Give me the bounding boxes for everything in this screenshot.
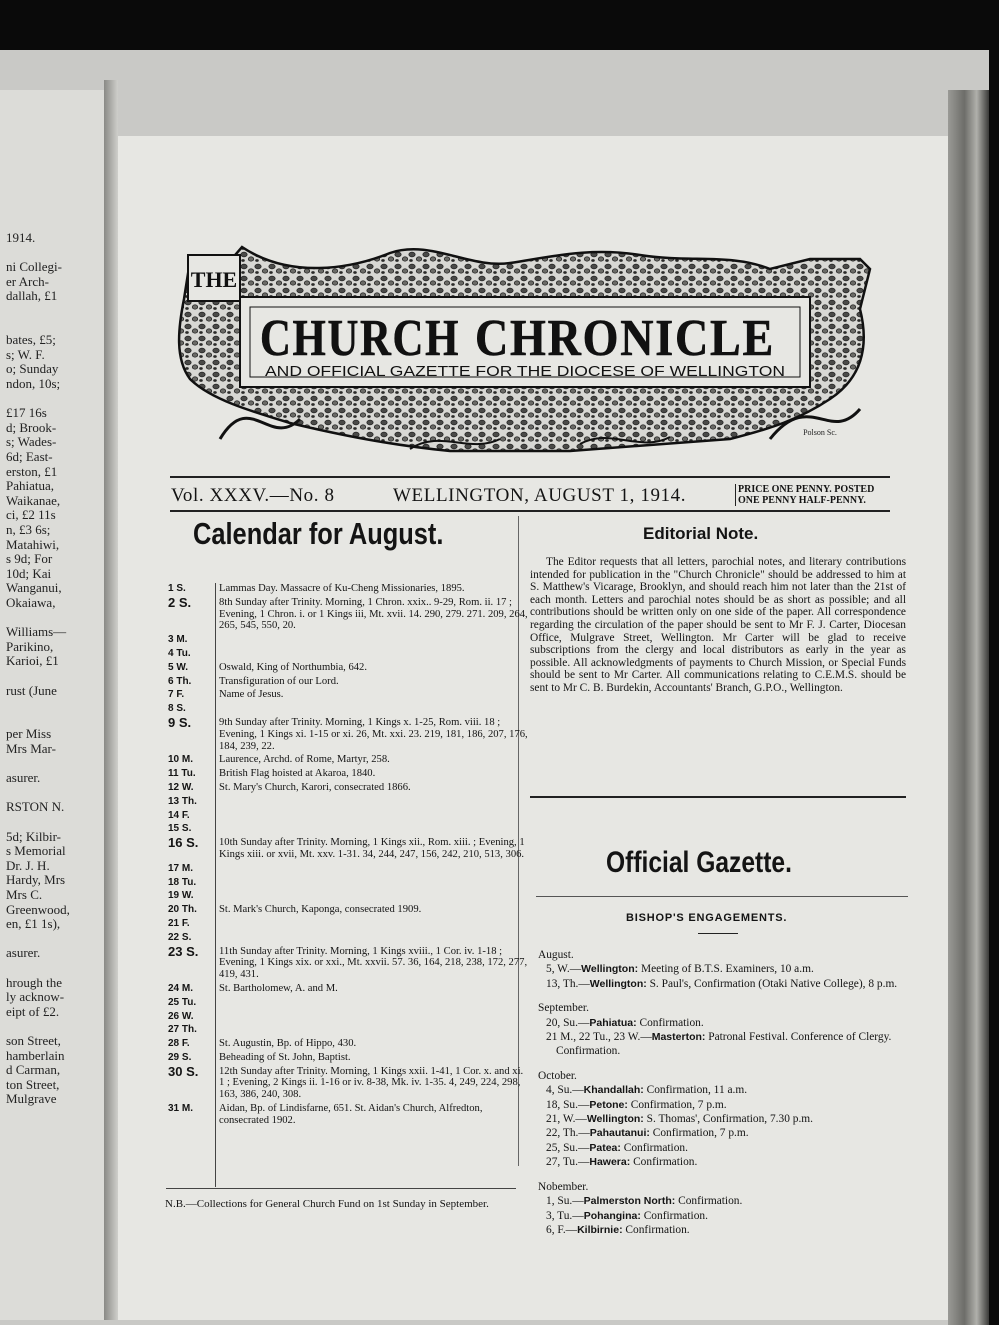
left-page-line: son Street,	[6, 1033, 61, 1048]
engagement-month: Nobember.	[538, 1180, 589, 1193]
masthead-subtitle: AND OFFICIAL GAZETTE FOR THE DIOCESE OF WELLINGTON	[265, 363, 785, 380]
calendar-entry	[213, 823, 530, 835]
left-page-line: d Carman,	[6, 1062, 61, 1078]
engagement-detail: Confirmation.	[636, 1016, 704, 1029]
left-page-line: o; Sunday	[6, 361, 59, 377]
calendar-date: 18 Tu.	[168, 876, 197, 888]
newspaper-page	[118, 136, 948, 1320]
left-page-line: ci, £2 11s	[6, 507, 56, 523]
left-page-line: Pahiatua,	[6, 478, 55, 494]
engagement-month: September.	[538, 1002, 589, 1015]
calendar-entry: Transfiguration of our Lord.	[219, 675, 339, 687]
price-line-2: ONE PENNY HALF-PENNY.	[735, 495, 874, 506]
engagement-detail: Confirmation, 7 p.m.	[627, 1098, 727, 1111]
calendar-entry	[213, 863, 530, 875]
left-page-line: ni Collegi-	[6, 259, 62, 275]
engagement-detail: Confirmation, 7 p.m.	[649, 1127, 749, 1140]
left-page-line: 10d; Kai	[6, 565, 52, 581]
left-page-line: Mulgrave	[6, 1091, 57, 1107]
scanner-top-band	[0, 0, 999, 50]
calendar-date: 16 S.	[168, 835, 199, 851]
left-page-line: er Arch-	[6, 273, 49, 289]
bottom-rule	[170, 510, 890, 512]
engagement-detail: Confirmation.	[630, 1156, 698, 1169]
engagement-place: Hawera:	[589, 1156, 631, 1169]
calendar-date: 31 M.	[168, 1103, 194, 1115]
calendar-date: 5 W.	[168, 661, 189, 673]
left-page-line: Dr. J. H.	[6, 857, 50, 873]
calendar-row	[168, 768, 530, 780]
engagement-item	[538, 1083, 918, 1097]
engagement-detail: Confirmation.	[640, 1209, 708, 1222]
calendar-row	[168, 1038, 530, 1050]
calendar-entry: 11th Sunday after Trinity. Morning, 1 Kings xviii., 1 Cor. iv. 1-18 ; Evening, 1 Kings xix. or xxi., Mt. xxvii. 57. 36, 164, 218, 238, 172, 277, 419, 431.	[219, 945, 528, 981]
engagement-date: 4, Su.—	[546, 1084, 584, 1097]
calendar-row	[168, 754, 530, 766]
engagement-place: Kilbirnie:	[577, 1223, 623, 1236]
masthead-banner	[170, 239, 890, 461]
calendar-heading: Calendar for August.	[193, 516, 444, 551]
calendar-entry: 8th Sunday after Trinity. Morning, 1 Chron. xxix.. 9-29, Rom. ii. 17 ; Evening, 1 Chron. i. or 1 Kings iii, Mt. xvii. 14. 290, 279. 271. 209, 264, 265, 545, 550, 20.	[219, 596, 528, 632]
calendar-date: 21 F.	[168, 917, 190, 929]
book-edge	[948, 90, 989, 1325]
calendar-entry	[213, 1011, 530, 1023]
engagement-place: Khandallah:	[583, 1084, 644, 1097]
calendar-date: 14 F.	[168, 809, 190, 821]
engagement-place: Palmerston North:	[583, 1195, 676, 1208]
left-page-line: erston, £1	[6, 463, 58, 479]
left-page-line: ly acknow-	[6, 989, 65, 1005]
engagement-detail: S. Paul's, Confirmation (Otaki Native College), 8 p.m.	[646, 977, 898, 990]
left-page-line: ndon, 10s;	[6, 376, 61, 391]
left-page-line: s 9d; For	[6, 551, 53, 567]
calendar-date: 17 M.	[168, 862, 194, 874]
left-page-line: d; Brook-	[6, 419, 57, 435]
editorial-body	[530, 556, 906, 695]
engagement-month: August.	[538, 949, 574, 961]
engagement-item	[538, 1098, 918, 1112]
engagement-item	[538, 1223, 918, 1237]
calendar-date: 8 S.	[168, 703, 186, 715]
left-page-line: 6d; East-	[6, 449, 53, 464]
editorial-rule	[530, 796, 906, 798]
calendar-entry	[213, 1024, 530, 1036]
calendar-row	[168, 1024, 530, 1036]
calendar-row	[168, 714, 530, 752]
calendar-date: 24 M.	[168, 982, 194, 994]
engagement-detail: Patronal Festival. Conference of Clergy. Confirmation.	[556, 1031, 892, 1058]
left-page-line: Parikino,	[6, 638, 54, 654]
calendar-entry: Aidan, Bp. of Lindisfarne, 651. St. Aidan's Church, Alfredton, consecrated 1902.	[219, 1103, 483, 1126]
engagement-detail: Confirmation.	[622, 1223, 690, 1236]
engagement-item	[538, 962, 918, 976]
left-page-line: en, £1 1s),	[6, 916, 61, 932]
calendar-row	[168, 997, 530, 1009]
masthead-the: THE	[190, 267, 238, 292]
page-gutter	[104, 80, 118, 1320]
left-page-line: Williams—	[6, 624, 67, 640]
left-page-line: Hardy, Mrs	[6, 872, 66, 888]
calendar-row	[168, 837, 530, 861]
left-page-line: s Memorial	[6, 843, 66, 859]
calendar-entry: St. Augustin, Bp. of Hippo, 430.	[219, 1038, 357, 1050]
calendar-row	[168, 877, 530, 889]
engagement-detail: Meeting of B.T.S. Examiners, 10 a.m.	[638, 963, 814, 976]
engagement-item	[538, 1016, 918, 1030]
left-page-line: dallah, £1	[6, 288, 58, 304]
engagement-month: October.	[538, 1069, 577, 1082]
calendar-row	[168, 648, 530, 660]
engagement-date: 20, Su.—	[546, 1016, 590, 1029]
left-page-line: Mrs C.	[6, 887, 43, 902]
calendar-footnote: N.B.—Collections for General Church Fund on 1st Sunday in September.	[165, 1198, 489, 1210]
calendar-row	[168, 689, 530, 701]
calendar-row	[168, 1103, 530, 1127]
engagement-place: Wellington:	[581, 963, 639, 976]
engagement-date: 13, Th.—	[546, 977, 590, 990]
calendar-date: 30 S.	[168, 1063, 199, 1079]
calendar-entry	[213, 997, 530, 1009]
engagement-date: 27, Tu.—	[546, 1156, 590, 1169]
left-page-line: Mrs Mar-	[6, 741, 56, 756]
engagement-place: Wellington:	[589, 977, 647, 990]
calendar-row	[168, 904, 530, 916]
left-page-line: s; W. F.	[6, 346, 45, 362]
engagement-date: 18, Su.—	[546, 1098, 590, 1111]
left-page-line: £17 16s	[6, 405, 47, 421]
engagement-date: 5, W.—	[546, 963, 582, 976]
calendar-entry	[213, 634, 530, 646]
left-page-line: asurer.	[6, 945, 41, 961]
engagement-detail: Confirmation.	[620, 1141, 688, 1154]
engagements-list	[538, 948, 918, 1237]
calendar-date: 26 W.	[168, 1010, 194, 1022]
calendar-row	[168, 796, 530, 808]
calendar-entry	[213, 932, 530, 944]
calendar-row	[168, 1011, 530, 1023]
calendar-entry	[213, 918, 530, 930]
engagement-date: 1, Su.—	[546, 1195, 584, 1208]
engagement-date: 6, F.—	[546, 1223, 578, 1236]
engagement-date: 25, Su.—	[546, 1141, 590, 1154]
engagement-date: 21 M., 22 Tu., 23 W.—	[546, 1031, 652, 1044]
calendar-date: 27 Th.	[168, 1024, 197, 1036]
calendar-row	[168, 703, 530, 715]
calendar-entry: St. Mark's Church, Kaponga, consecrated 1909.	[219, 904, 422, 916]
price-line-1: PRICE ONE PENNY. POSTED	[735, 484, 874, 495]
calendar-row	[168, 932, 530, 944]
engagement-item	[538, 1030, 918, 1059]
left-page-line: Matahiwi,	[6, 536, 60, 552]
volume-number: Vol. XXXV.—No. 8	[171, 485, 335, 506]
calendar-entry: 12th Sunday after Trinity. Morning, 1 Kings xxii. 1-41, 1 Cor. x. and xi. 1 ; Evening, 2 Kings ii. 1-16 or iv. 8-38, Mk. iv. 1-35. 4, 249, 224, 298, 163, 386, 240, 308.	[219, 1065, 524, 1101]
calendar-row	[168, 983, 530, 995]
left-page-line: Okaiawa,	[6, 595, 56, 610]
calendar-date: 19 W.	[168, 890, 194, 902]
engagement-item	[538, 977, 918, 991]
left-page-line: Greenwood,	[6, 901, 70, 917]
calendar-date: 15 S.	[168, 823, 192, 835]
masthead-engraver: Polson Sc.	[803, 428, 837, 437]
issue-date: WELLINGTON, AUGUST 1, 1914.	[393, 485, 687, 506]
calendar-date: 29 S.	[168, 1051, 192, 1063]
engagement-place: Masterton:	[651, 1031, 706, 1044]
engagement-item	[538, 1126, 918, 1140]
calendar-row	[168, 863, 530, 875]
calendar-date: 1 S.	[168, 583, 186, 594]
top-rule	[170, 476, 890, 478]
editorial-text: The Editor requests that all letters, parochial notes, and literary contributions intended for publication in the "Church Chronicle" should be addressed to him at S. Matthew's Vicarage, Brooklyn, and should reach him not later than the 21st of each month. Letters and parochial notes should be as short as possible; and all contributions should be written only on one side of the paper. All correspondence regarding the circulation of the paper should be sent to Mr F. J. Carter, Diocesan Office, Mulgrave Street, Wellington. Mr Carter will be glad to receive subscriptions from the clergy and local distributors as early in the year as possible. All acknowledgments of payments to Church Mission, or Special Funds should be sent to Mr Carter. All communications relating to C.E.M.S. should be sent to Mr C. B. Burdekin, Accountants' Branch, G.P.O., Wellington.	[530, 556, 906, 694]
left-page-line: per Miss	[6, 726, 52, 742]
left-page-line: 1914.	[6, 230, 36, 245]
engagement-item	[538, 1209, 918, 1223]
left-page-line: eipt of £2.	[6, 1003, 60, 1019]
engagement-place: Pahautanui:	[589, 1127, 650, 1140]
calendar-row	[168, 782, 530, 794]
price-note	[735, 484, 874, 506]
engagement-item	[538, 1194, 918, 1208]
calendar-entry: St. Mary's Church, Karori, consecrated 1866.	[219, 781, 411, 793]
calendar-row	[168, 823, 530, 835]
engagement-place: Patea:	[589, 1141, 621, 1154]
engagement-place: Pohangina:	[583, 1209, 641, 1222]
calendar-row	[168, 1063, 530, 1101]
masthead-title-right: CHRONICLE	[475, 310, 775, 367]
calendar-entry: St. Bartholomew, A. and M.	[219, 982, 338, 994]
calendar-entry: Beheading of St. John, Baptist.	[219, 1051, 351, 1063]
calendar-date: 7 F.	[168, 689, 185, 701]
left-page-line: 5d; Kilbir-	[6, 828, 61, 844]
engagement-item	[538, 1112, 918, 1126]
calendar-entry: 10th Sunday after Trinity. Morning, 1 Kings xii., Rom. xiii. ; Evening, 1 Kings xiii. or xvii, Mt. xxv. 1-31. 34, 244, 247, 156, 242, 210, 513, 306.	[219, 837, 525, 860]
calendar-entry	[213, 703, 530, 715]
calendar-entry	[213, 877, 530, 889]
editorial-heading: Editorial Note.	[643, 524, 759, 543]
calendar-date: 9 S.	[168, 714, 192, 730]
left-page-line: hrough the	[6, 974, 62, 990]
calendar-table	[168, 583, 530, 1129]
masthead-title-left: CHURCH	[260, 310, 460, 367]
engagement-item	[538, 1141, 918, 1155]
calendar-row	[168, 662, 530, 674]
calendar-date: 11 Tu.	[168, 768, 196, 780]
calendar-date: 28 F.	[168, 1038, 190, 1050]
scan-area	[0, 50, 989, 1325]
engagement-detail: Confirmation, 11 a.m.	[643, 1084, 748, 1097]
calendar-date: 3 M.	[168, 634, 188, 646]
calendar-row	[168, 810, 530, 822]
engagement-place: Wellington:	[586, 1113, 644, 1126]
calendar-entry: Name of Jesus.	[219, 689, 284, 701]
left-page-line: Wanganui,	[6, 580, 62, 596]
engagement-detail: Confirmation.	[675, 1195, 743, 1208]
calendar-row	[168, 676, 530, 688]
calendar-date: 6 Th.	[168, 675, 192, 687]
gazette-rule	[536, 896, 908, 897]
calendar-entry: British Flag hoisted at Akaroa, 1840.	[219, 768, 376, 780]
left-page-line: RSTON N.	[6, 799, 65, 815]
calendar-entry	[213, 648, 530, 660]
calendar-entry	[213, 890, 530, 902]
left-page-line: hamberlain	[6, 1047, 65, 1063]
gazette-heading: Official Gazette.	[606, 846, 792, 879]
calendar-date: 13 Th.	[168, 795, 197, 807]
calendar-row	[168, 594, 530, 632]
left-facing-page	[0, 90, 104, 1320]
calendar-date: 23 S.	[168, 943, 199, 959]
engagement-place: Petone:	[589, 1098, 628, 1111]
left-page-line: Waikanae,	[6, 492, 61, 508]
engagement-item	[538, 1155, 918, 1169]
left-page-line: ton Street,	[6, 1076, 60, 1092]
left-page-line: n, £3 6s;	[6, 522, 51, 537]
calendar-row	[168, 918, 530, 930]
calendar-bottom-rule	[166, 1188, 516, 1189]
calendar-row	[168, 1052, 530, 1064]
engagement-date: 3, Tu.—	[546, 1209, 584, 1222]
scanner-right-border	[989, 50, 999, 1325]
calendar-entry	[213, 796, 530, 808]
engagement-place: Pahiatua:	[589, 1016, 637, 1029]
calendar-date: 2 S.	[168, 594, 192, 610]
calendar-row	[168, 943, 530, 981]
left-page-line: bates, £5;	[6, 332, 56, 348]
calendar-entry: Laurence, Archd. of Rome, Martyr, 258.	[219, 754, 390, 766]
calendar-entry	[213, 810, 530, 822]
calendar-entry: Lammas Day. Massacre of Ku-Cheng Missionaries, 1895.	[219, 583, 465, 594]
calendar-date: 20 Th.	[168, 904, 197, 916]
calendar-date: 22 S.	[168, 931, 192, 943]
calendar-entry: Oswald, King of Northumbia, 642.	[219, 661, 368, 673]
left-page-line: s; Wades-	[6, 434, 57, 450]
engagement-date: 21, W.—	[546, 1113, 587, 1126]
calendar-date: 10 M.	[168, 754, 194, 766]
calendar-entry: 9th Sunday after Trinity. Morning, 1 Kings x. 1-25, Rom. viii. 18 ; Evening, 1 Kings xi. 1-15 or xi. 26, Mt. xxi. 23. 219, 181, 186, 207, 176, 184, 239, 22.	[219, 716, 528, 752]
engagement-detail: S. Thomas', Confirmation, 7.30 p.m.	[643, 1113, 814, 1126]
calendar-row	[168, 890, 530, 902]
gazette-subheading: BISHOP'S ENGAGEMENTS.	[626, 912, 788, 924]
engagement-date: 22, Th.—	[546, 1127, 590, 1140]
calendar-row	[168, 583, 530, 595]
calendar-date: 4 Tu.	[168, 647, 191, 659]
calendar-row	[168, 634, 530, 646]
left-page-line: rust (June	[6, 682, 57, 698]
gazette-short-rule	[698, 933, 738, 934]
calendar-date: 25 Tu.	[168, 996, 197, 1008]
calendar-date: 12 W.	[168, 781, 194, 793]
left-page-line: asurer.	[6, 770, 41, 786]
left-page-line: Karioi, £1	[6, 653, 59, 669]
